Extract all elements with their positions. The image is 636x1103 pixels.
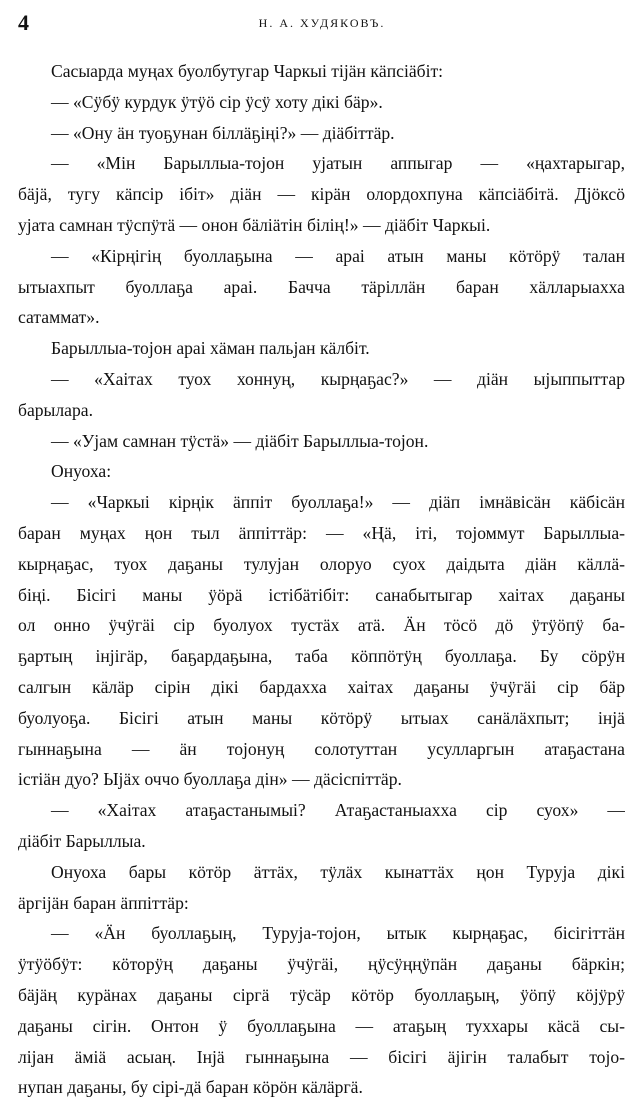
text-line: бӓјӓң курӓнах даҕаны сіргӓ тӱсӓр кӧтӧр буоллаҕың, ӱӧпӱ кӧјӱрӱ: [18, 984, 625, 1005]
text-line: кырңаҕас, туох даҕаны тулујан олоруо суох даідыта діӓн кӓллӓ-: [18, 553, 625, 574]
text-line: — «Ујам самнан тӱстӓ» — діӓбіт Барыллыа-тојон.: [51, 430, 429, 451]
text-line: біңі. Бісігі маны ӱӧрӓ істібӓтібіт: санабытыгар хаітах даҕаны: [18, 584, 625, 605]
text-line: салгын кӓлӓр сірін дікі бардахха хаітах даҕаны ӱчӱгӓі сір бӓр: [18, 676, 625, 697]
text-line: — «Хаітах атаҕастанымыі? Атаҕастаныахха сір суох» —: [51, 800, 625, 821]
text-line: — «Хаітах туох хоннуң, кырңаҕас?» — діӓн ыјыппыттар: [51, 368, 625, 389]
text-line: Барыллыа-тојон арaі хӓман пальјан кӓлбіт.: [51, 338, 370, 359]
text-line: істіӓн дуо? Ыјӓх оччо буоллаҕа дін» — дӓсіспіттӓр.: [18, 769, 402, 790]
text-line: ліјан ӓміӓ асыаң. Інјӓ гыннаҕына — бісігі ӓјігін талабыт тојо-: [18, 1046, 625, 1067]
text-line: — «Ӓн буоллаҕың, Туруја-тојон, ытык кырңаҕас, бісігіттӓн: [51, 923, 625, 944]
text-line: даҕаны сігін. Онтон ӱ буоллаҕына — атаҕың туххары кӓсӓ сы-: [18, 1015, 625, 1036]
page-header: [18, 6, 626, 40]
text-line: буолуоҕа. Бісігі атын маны кӧтӧрӱ ытыах санӓлӓхпыт; інјӓ: [18, 707, 625, 728]
text-line: — «Мін Барыллыа-тојон ујатын аппыгар — «ңахтарыгар,: [51, 153, 625, 174]
text-line: сатаммат».: [18, 307, 100, 328]
text-body: [18, 56, 625, 1103]
text-line: ҕартың інјігӓр, баҕардаҕына, таба кӧппӧтӱң буоллаҕа. Бу сӧрӱн: [18, 646, 625, 667]
text-line: — «Сӱбӱ курдук ӱтӱӧ сір ӱсӱ хоту дікі бӓр».: [51, 91, 383, 112]
text-line: нупан даҕаны, бу сірі-дӓ баран кӧрӧн кӓлӓргӓ.: [18, 1077, 363, 1098]
text-line: — «Ону ӓн туоҕунан біллӓҕіңі?» — діӓбіттӓр.: [51, 122, 395, 143]
text-line: Сасыарда муңах буолбутугар Чаркыі тіјӓн кӓпсіӓбіт:: [51, 61, 444, 81]
text-line: ӱтӱӧбӱт: кӧторӱң даҕаны ӱчӱгӓі, ңӱсӱңңӱпӓн даҕаны бӓркін;: [18, 954, 625, 975]
text-line: діӓбіт Барыллыа.: [18, 830, 146, 851]
text-line: Онуоха:: [51, 461, 112, 482]
text-line: ол онно ӱчӱгӓі сір буолуох тустӓх атӓ. Ӓн тӧсӧ дӧ ӱтӱӧпӱ ба-: [18, 615, 625, 636]
text-line: баран муңах ңон тыл ӓппіттӓр: — «Ңӓ, іті, тојоммут Барыллыа-: [18, 522, 625, 543]
running-title: Н. А. ХУДЯКОВЪ.: [258, 16, 386, 30]
text-line: гыннаҕына — ӓн тојонуң солотуттан усулларгын атаҕастана: [18, 738, 625, 759]
page-number: 4: [18, 10, 29, 35]
text-line: барылара.: [18, 399, 93, 420]
text-line: ујата самнан тӱспӱтӓ — онон бӓліӓтін білің!» — діӓбіт Чаркыі.: [18, 214, 491, 235]
text-line: бӓјӓ, тугу кӓпсір ібіт» діӓн — кірӓн олордохпуна кӓпсіӓбітӓ. Дјӧксӧ: [18, 184, 625, 205]
text-line: — «Чаркыі кірңік ӓппіт буоллаҕа!» — діӓп імнӓвісӓн кӓбісӓн: [51, 492, 625, 513]
text-line: ытыахпыт буоллаҕа арaі. Баччa тӓріллӓн баран хӓлларыахха: [18, 276, 625, 297]
text-line: Онуоха бары кӧтӧр ӓттӓх, тӱлӓх кынаттӓх ңон Туруја дікі: [51, 861, 625, 882]
text-line: ӓргіјӓн баран ӓппіттӓр:: [18, 892, 189, 913]
text-line: — «Кірңігің буоллаҕына — араі атын маны кӧтӧрӱ талан: [51, 245, 625, 266]
